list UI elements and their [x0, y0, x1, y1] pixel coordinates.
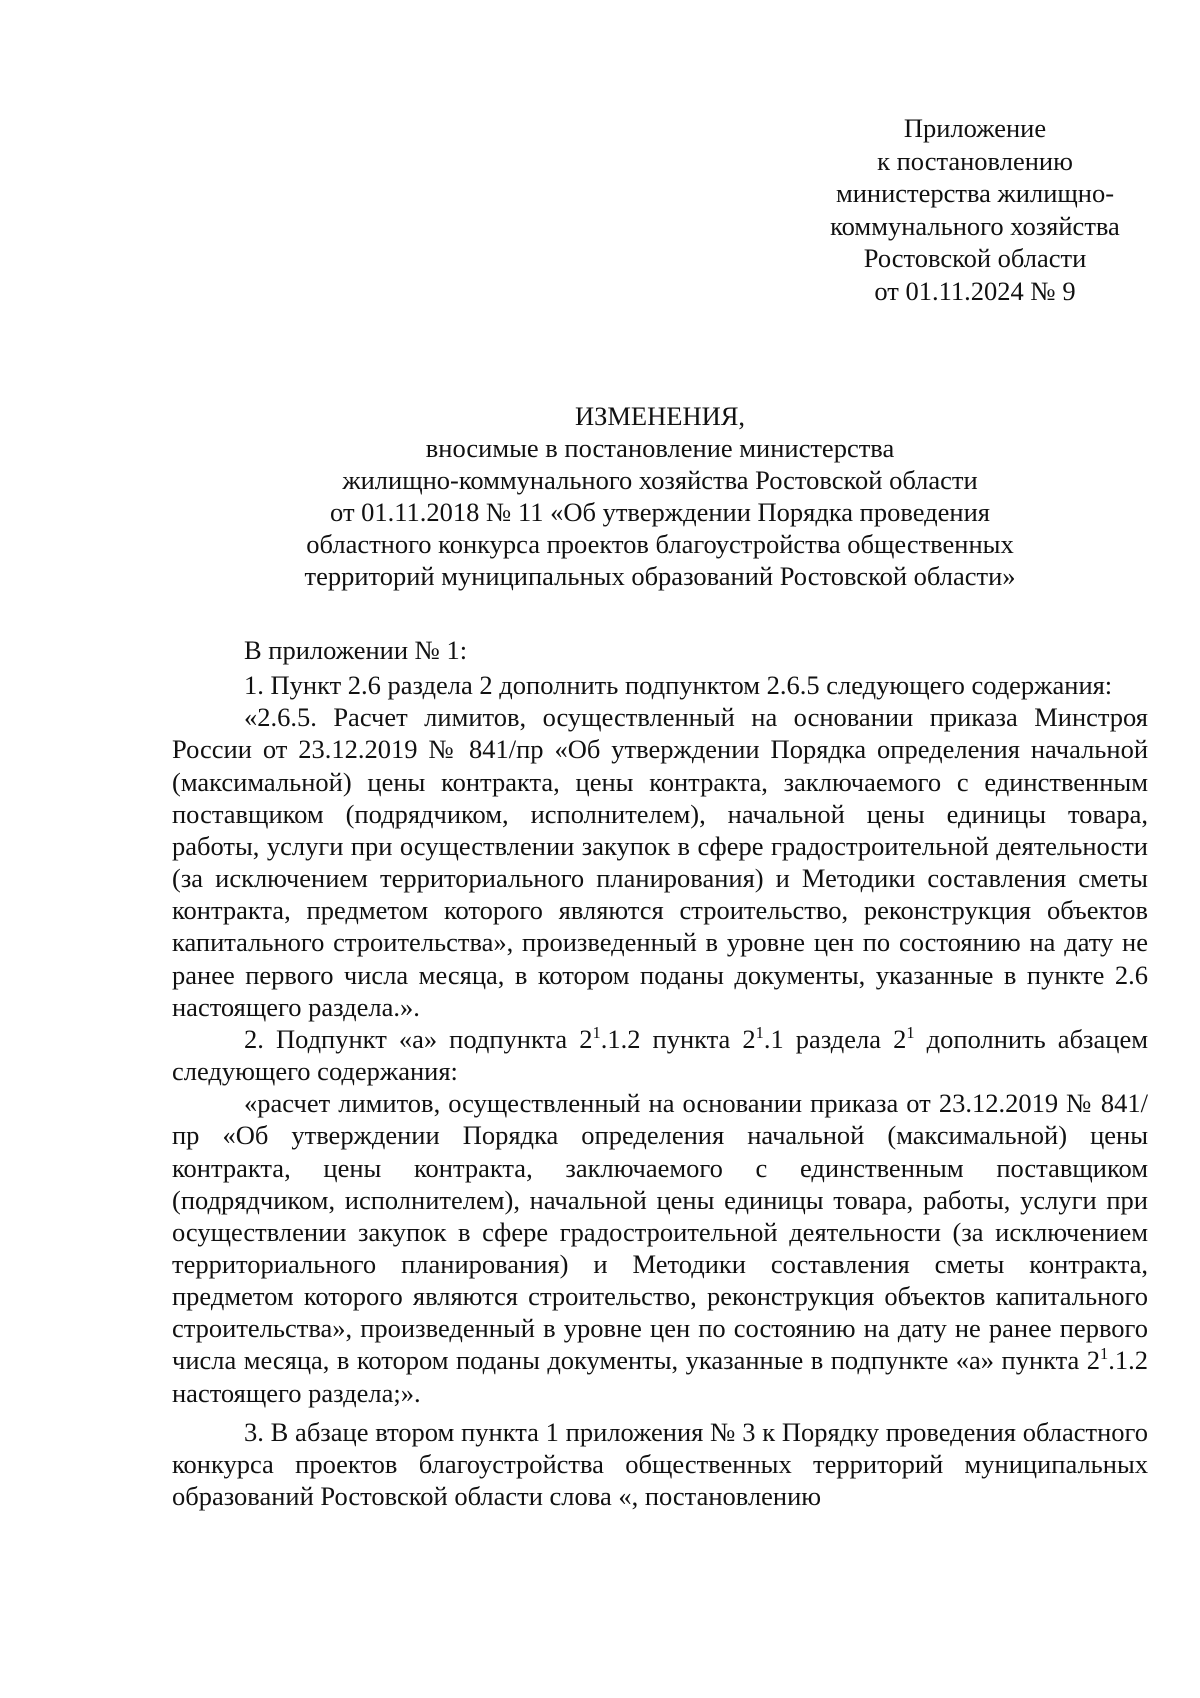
document-title: ИЗМЕНЕНИЯ, — [574, 401, 746, 431]
document-subtitle-line: от 01.11.2018 № 11 «Об утверждении Порядка проведения — [330, 497, 990, 527]
amendment-item-2-quote-text: «расчет лимитов, осуществленный на основании приказа от 23.12.2019 № 841/пр «Об утверждении Порядка определения начальной (максимальной) цены контракта, цены контракта, заключаемого с единственным поставщиком (подрядчиком, исполнителем), начальной цены единицы товара, работы, услуги при осуществлении закупок в сфере градостроительной деятельности (за исключением территориального планирования) и Методики составления сметы контракта, предметом которого являются строительство, реконструкция объектов капитального строительства», произведенный в уровне цен по состоянию на дату не ранее первого числа месяца, в котором поданы документы, указанные в подпункте «а» пункта 2 — [172, 1088, 1148, 1376]
superscript-index: 1 — [755, 1022, 764, 1042]
amendment-item-2-quote — [172, 1087, 1148, 1409]
document-subtitle-line: территорий муниципальных образований Ростовской области» — [304, 561, 1016, 591]
amendment-item-2-text: 2. Подпункт «а» подпункта 2 — [244, 1023, 593, 1054]
superscript-index: 1 — [1100, 1344, 1109, 1364]
appendix-ministry-line-continued: коммунального хозяйства — [830, 210, 1120, 241]
superscript-index: 1 — [592, 1022, 601, 1042]
document-subtitle-line: вносимые в постановление министерства — [425, 433, 895, 463]
superscript-index: 1 — [906, 1022, 915, 1042]
appendix-region-line: Ростовской области — [863, 243, 1087, 273]
amendment-item-2-text: дополнить абзацем следующего содержания: — [172, 1023, 1148, 1087]
appendix-ministry-line: министерства жилищно- — [835, 178, 1115, 208]
amendment-item-2-quote-text: .1.2 настоящего раздела;». — [172, 1345, 1148, 1408]
document-subtitle-line: областного конкурса проектов благоустройства общественных — [306, 529, 1014, 559]
appendix-header — [770, 112, 1180, 307]
body-intro: В приложении № 1: — [244, 635, 468, 665]
appendix-date-number: от 01.11.2024 № 9 — [874, 275, 1076, 306]
amendment-item-3: 3. В абзаце втором пункта 1 приложения № 3 к Порядку проведения областного конкурса проектов благоустройства общественных территорий муниципальных образований Ростовской области слова «, постановлению — [172, 1416, 1148, 1512]
document-body — [172, 634, 1148, 1512]
amendment-item-1-text: «2.6.5. Расчет лимитов, осуществленный на основании приказа Минстроя России от 23.12.2019 № 841/пр «Об утверждении Порядка определения начальной (максимальной) цены контракта, цены контракта, заключаемого с единственным поставщиком (подрядчиком, исполнителем), начальной цены единицы товара, работы, услуги при осуществлении закупок в сфере градостроительной деятельности (за исключением территориального планирования) и Методики составления сметы контракта, предметом которого являются строительство, реконструкция объектов капитального строительства», произведенный в уровне цен по состоянию на дату не ранее первого числа месяца, в котором поданы документы, указанные в пункте 2.6 настоящего раздела.». — [172, 702, 1148, 1022]
document-subtitle-line: жилищно-коммунального хозяйства Ростовской области — [342, 465, 978, 495]
appendix-reference-line: к постановлению — [877, 145, 1073, 176]
document-heading — [172, 400, 1148, 592]
appendix-label: Приложение — [903, 113, 1047, 143]
amendment-item-2 — [172, 1023, 1148, 1087]
amendment-item-1: 1. Пункт 2.6 раздела 2 дополнить подпунктом 2.6.5 следующего содержания: — [244, 670, 1113, 701]
amendment-item-2-text: .1 раздела 2 — [763, 1023, 907, 1054]
amendment-item-2-text: .1.2 пункта 2 — [600, 1023, 756, 1054]
